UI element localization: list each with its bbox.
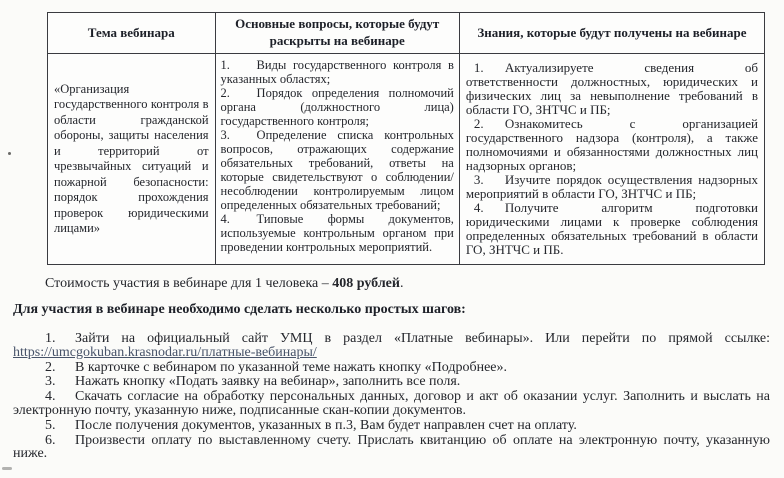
- knowledge-text: Изучите порядок осуществления надзорных мероприятий в области ГО, ЗНТЧС и ПБ;: [465, 172, 758, 201]
- step-item-4: [13, 390, 770, 418]
- header-questions: Основные вопросы, которые будут раскрыты на вебинаре: [215, 13, 459, 53]
- topic-text: «Организация государственного контроля в области гражданской обороны, защиты населения и территорий от чрезвычайных ситуаций и пожарной безопасности: порядок прохождения проверок юридическими лицами»: [54, 81, 209, 235]
- question-text: Виды государственного контроля в указанных областях;: [220, 58, 454, 86]
- step-number: 2.: [45, 359, 56, 375]
- question-text: Порядок определения полномочий органа (должностного лица) государственного контроля;: [220, 86, 454, 128]
- step-number: 6.: [45, 432, 56, 448]
- question-item: [221, 86, 454, 128]
- step-text: Скачать согласие на обработку персональных данных, договор и акт об оказании услуг. Заполнить и выслать на электронную почту, указанную ниже, подписанные скан-копии документов.: [13, 389, 770, 418]
- knowledge-number: 1.: [473, 60, 484, 75]
- knowledge-number: 3.: [473, 172, 484, 187]
- step-text: В карточке с вебинаром по указанной теме нажать кнопку «Подробнее».: [75, 359, 508, 375]
- step-number: 1.: [45, 331, 56, 346]
- step-item-2: [13, 361, 770, 375]
- question-number: 2.: [220, 86, 230, 100]
- scan-artifact-dot: [8, 152, 11, 155]
- instructions-section: [13, 276, 770, 462]
- step-item-1: [13, 332, 770, 360]
- price-suffix: .: [399, 276, 404, 291]
- question-item: [221, 58, 454, 86]
- questions-cell: [215, 54, 459, 264]
- topic-cell: [48, 54, 215, 264]
- knowledge-number: 2.: [473, 116, 484, 131]
- question-text: Определение списка контрольных вопросов, отражающих содержание обязательных требований, ответы на которые свидетельствуют о соблюдении/несоблюдении контролируемым лицом определенных обязательных требований;: [220, 128, 454, 212]
- knowledge-text: Актуализируете сведения об ответственности должностных, юридических и физических лиц за невыполнение требований в области ГО, ЗНТЧС и ПБ;: [465, 60, 758, 117]
- step-item-6: [13, 434, 770, 462]
- steps-heading: Для участия в вебинаре необходимо сделать несколько простых шагов:: [13, 302, 466, 317]
- price-line: [13, 276, 770, 291]
- step-number: 4.: [45, 389, 56, 405]
- question-text: Типовые формы документов, используемые контрольным органом при проведении контрольных мероприятий.: [220, 212, 454, 254]
- question-number: 1.: [220, 58, 230, 72]
- webinar-info-table: [47, 12, 765, 265]
- question-number: 4.: [220, 212, 230, 226]
- step-text: Зайти на официальный сайт УМЦ в раздел «Платные вебинары». Или перейти по прямой ссылке:: [75, 331, 770, 346]
- question-item: [221, 128, 454, 212]
- step-text: Произвести оплату по выставленному счету. Прислать квитанцию об оплате на электронную почту, указанную ниже.: [13, 432, 770, 462]
- knowledge-item: [466, 117, 758, 173]
- question-number: 3.: [220, 128, 230, 142]
- header-knowledge: Знания, которые будут получены на вебинаре: [459, 13, 764, 53]
- knowledge-text: Ознакомитесь с организацией государственного надзора (контроля), а также полномочиями и обязанностями должностных лиц надзорных органов;: [465, 116, 758, 173]
- header-topic: Тема вебинара: [87, 24, 175, 40]
- step-text: Нажать кнопку «Подать заявку на вебинар», заполнить все поля.: [75, 374, 461, 390]
- price-value: 408 рублей: [332, 276, 400, 291]
- knowledge-cell: [459, 54, 764, 264]
- step-item-3: [13, 375, 770, 389]
- step-item-5: [13, 419, 770, 433]
- step-number: 3.: [45, 374, 56, 390]
- scan-artifact-smudge: [2, 467, 12, 470]
- step-number: 5.: [45, 417, 56, 433]
- knowledge-item: [466, 173, 758, 201]
- step-text: После получения документов, указанных в п.3, Вам будет направлен счет на оплату.: [75, 417, 577, 433]
- table-header-row: [48, 13, 764, 54]
- knowledge-text: Получите алгоритм подготовки юридическими лицами к проверке соблюдения определенных обязательных требований в области ГО, ЗНТЧС и ПБ.: [465, 200, 758, 257]
- webinar-page-link[interactable]: https://umcgokuban.krasnodar.ru/платные-вебинары/: [13, 344, 317, 360]
- knowledge-number: 4.: [473, 200, 484, 215]
- question-item: [221, 212, 454, 254]
- table-body-row: [48, 54, 764, 264]
- price-prefix: Стоимость участия в вебинаре для 1 человека –: [45, 276, 333, 291]
- knowledge-item: [466, 61, 758, 117]
- knowledge-item: [466, 201, 758, 257]
